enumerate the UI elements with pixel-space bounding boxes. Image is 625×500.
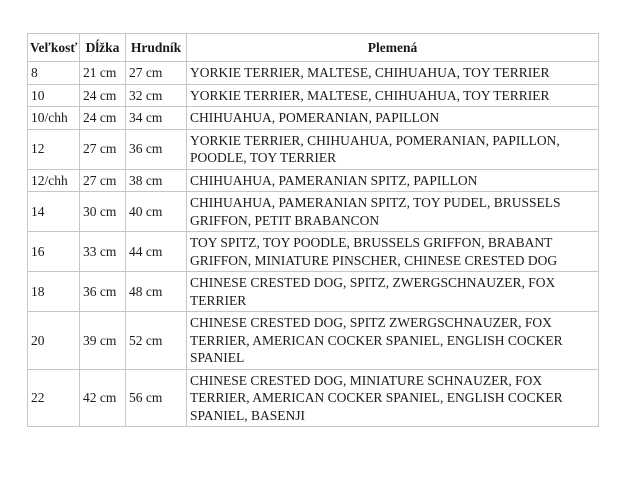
cell-chest: 56 cm bbox=[126, 369, 187, 427]
cell-length: 42 cm bbox=[80, 369, 126, 427]
table-row bbox=[28, 84, 599, 107]
table-row bbox=[28, 129, 599, 169]
column-header-chest: Hrudník bbox=[126, 34, 187, 62]
table-body bbox=[28, 62, 599, 427]
cell-breeds: TOY SPITZ, TOY POODLE, BRUSSELS GRIFFON, BRABANT GRIFFON, MINIATURE PINSCHER, CHINESE CRESTED DOG bbox=[187, 232, 599, 272]
header-row bbox=[28, 34, 599, 62]
cell-size: 22 bbox=[28, 369, 80, 427]
cell-breeds: CHIHUAHUA, POMERANIAN, PAPILLON bbox=[187, 107, 599, 130]
cell-size: 12 bbox=[28, 129, 80, 169]
cell-length: 27 cm bbox=[80, 129, 126, 169]
column-header-breeds: Plemená bbox=[187, 34, 599, 62]
cell-breeds: YORKIE TERRIER, MALTESE, CHIHUAHUA, TOY TERRIER bbox=[187, 62, 599, 85]
cell-length: 33 cm bbox=[80, 232, 126, 272]
cell-breeds: CHINESE CRESTED DOG, SPITZ, ZWERGSCHNAUZER, FOX TERRIER bbox=[187, 272, 599, 312]
cell-size: 12/chh bbox=[28, 169, 80, 192]
cell-size: 8 bbox=[28, 62, 80, 85]
table-row bbox=[28, 107, 599, 130]
cell-length: 27 cm bbox=[80, 169, 126, 192]
cell-breeds: CHIHUAHUA, PAMERANIAN SPITZ, PAPILLON bbox=[187, 169, 599, 192]
cell-size: 18 bbox=[28, 272, 80, 312]
cell-length: 21 cm bbox=[80, 62, 126, 85]
table-row bbox=[28, 62, 599, 85]
cell-breeds: YORKIE TERRIER, CHIHUAHUA, POMERANIAN, PAPILLON, POODLE, TOY TERRIER bbox=[187, 129, 599, 169]
cell-chest: 34 cm bbox=[126, 107, 187, 130]
column-header-length: Dĺžka bbox=[80, 34, 126, 62]
table-header bbox=[28, 34, 599, 62]
cell-size: 14 bbox=[28, 192, 80, 232]
cell-length: 36 cm bbox=[80, 272, 126, 312]
table-row bbox=[28, 192, 599, 232]
cell-length: 30 cm bbox=[80, 192, 126, 232]
cell-chest: 27 cm bbox=[126, 62, 187, 85]
table-row bbox=[28, 312, 599, 370]
table-row bbox=[28, 169, 599, 192]
cell-length: 24 cm bbox=[80, 107, 126, 130]
cell-breeds: YORKIE TERRIER, MALTESE, CHIHUAHUA, TOY TERRIER bbox=[187, 84, 599, 107]
table-row bbox=[28, 272, 599, 312]
cell-chest: 40 cm bbox=[126, 192, 187, 232]
cell-breeds: CHINESE CRESTED DOG, MINIATURE SCHNAUZER, FOX TERRIER, AMERICAN COCKER SPANIEL, ENGLISH COCKER SPANIEL, BASENJI bbox=[187, 369, 599, 427]
cell-size: 16 bbox=[28, 232, 80, 272]
cell-chest: 36 cm bbox=[126, 129, 187, 169]
dog-size-table bbox=[27, 33, 599, 427]
column-header-size: Veľkosť bbox=[28, 34, 80, 62]
cell-size: 20 bbox=[28, 312, 80, 370]
cell-chest: 52 cm bbox=[126, 312, 187, 370]
cell-chest: 38 cm bbox=[126, 169, 187, 192]
cell-chest: 44 cm bbox=[126, 232, 187, 272]
cell-size: 10/chh bbox=[28, 107, 80, 130]
cell-chest: 32 cm bbox=[126, 84, 187, 107]
cell-length: 39 cm bbox=[80, 312, 126, 370]
cell-chest: 48 cm bbox=[126, 272, 187, 312]
cell-breeds: CHINESE CRESTED DOG, SPITZ ZWERGSCHNAUZER, FOX TERRIER, AMERICAN COCKER SPANIEL, ENGLISH COCKER SPANIEL bbox=[187, 312, 599, 370]
cell-size: 10 bbox=[28, 84, 80, 107]
cell-length: 24 cm bbox=[80, 84, 126, 107]
cell-breeds: CHIHUAHUA, PAMERANIAN SPITZ, TOY PUDEL, BRUSSELS GRIFFON, PETIT BRABANCON bbox=[187, 192, 599, 232]
table-row bbox=[28, 369, 599, 427]
table-row bbox=[28, 232, 599, 272]
